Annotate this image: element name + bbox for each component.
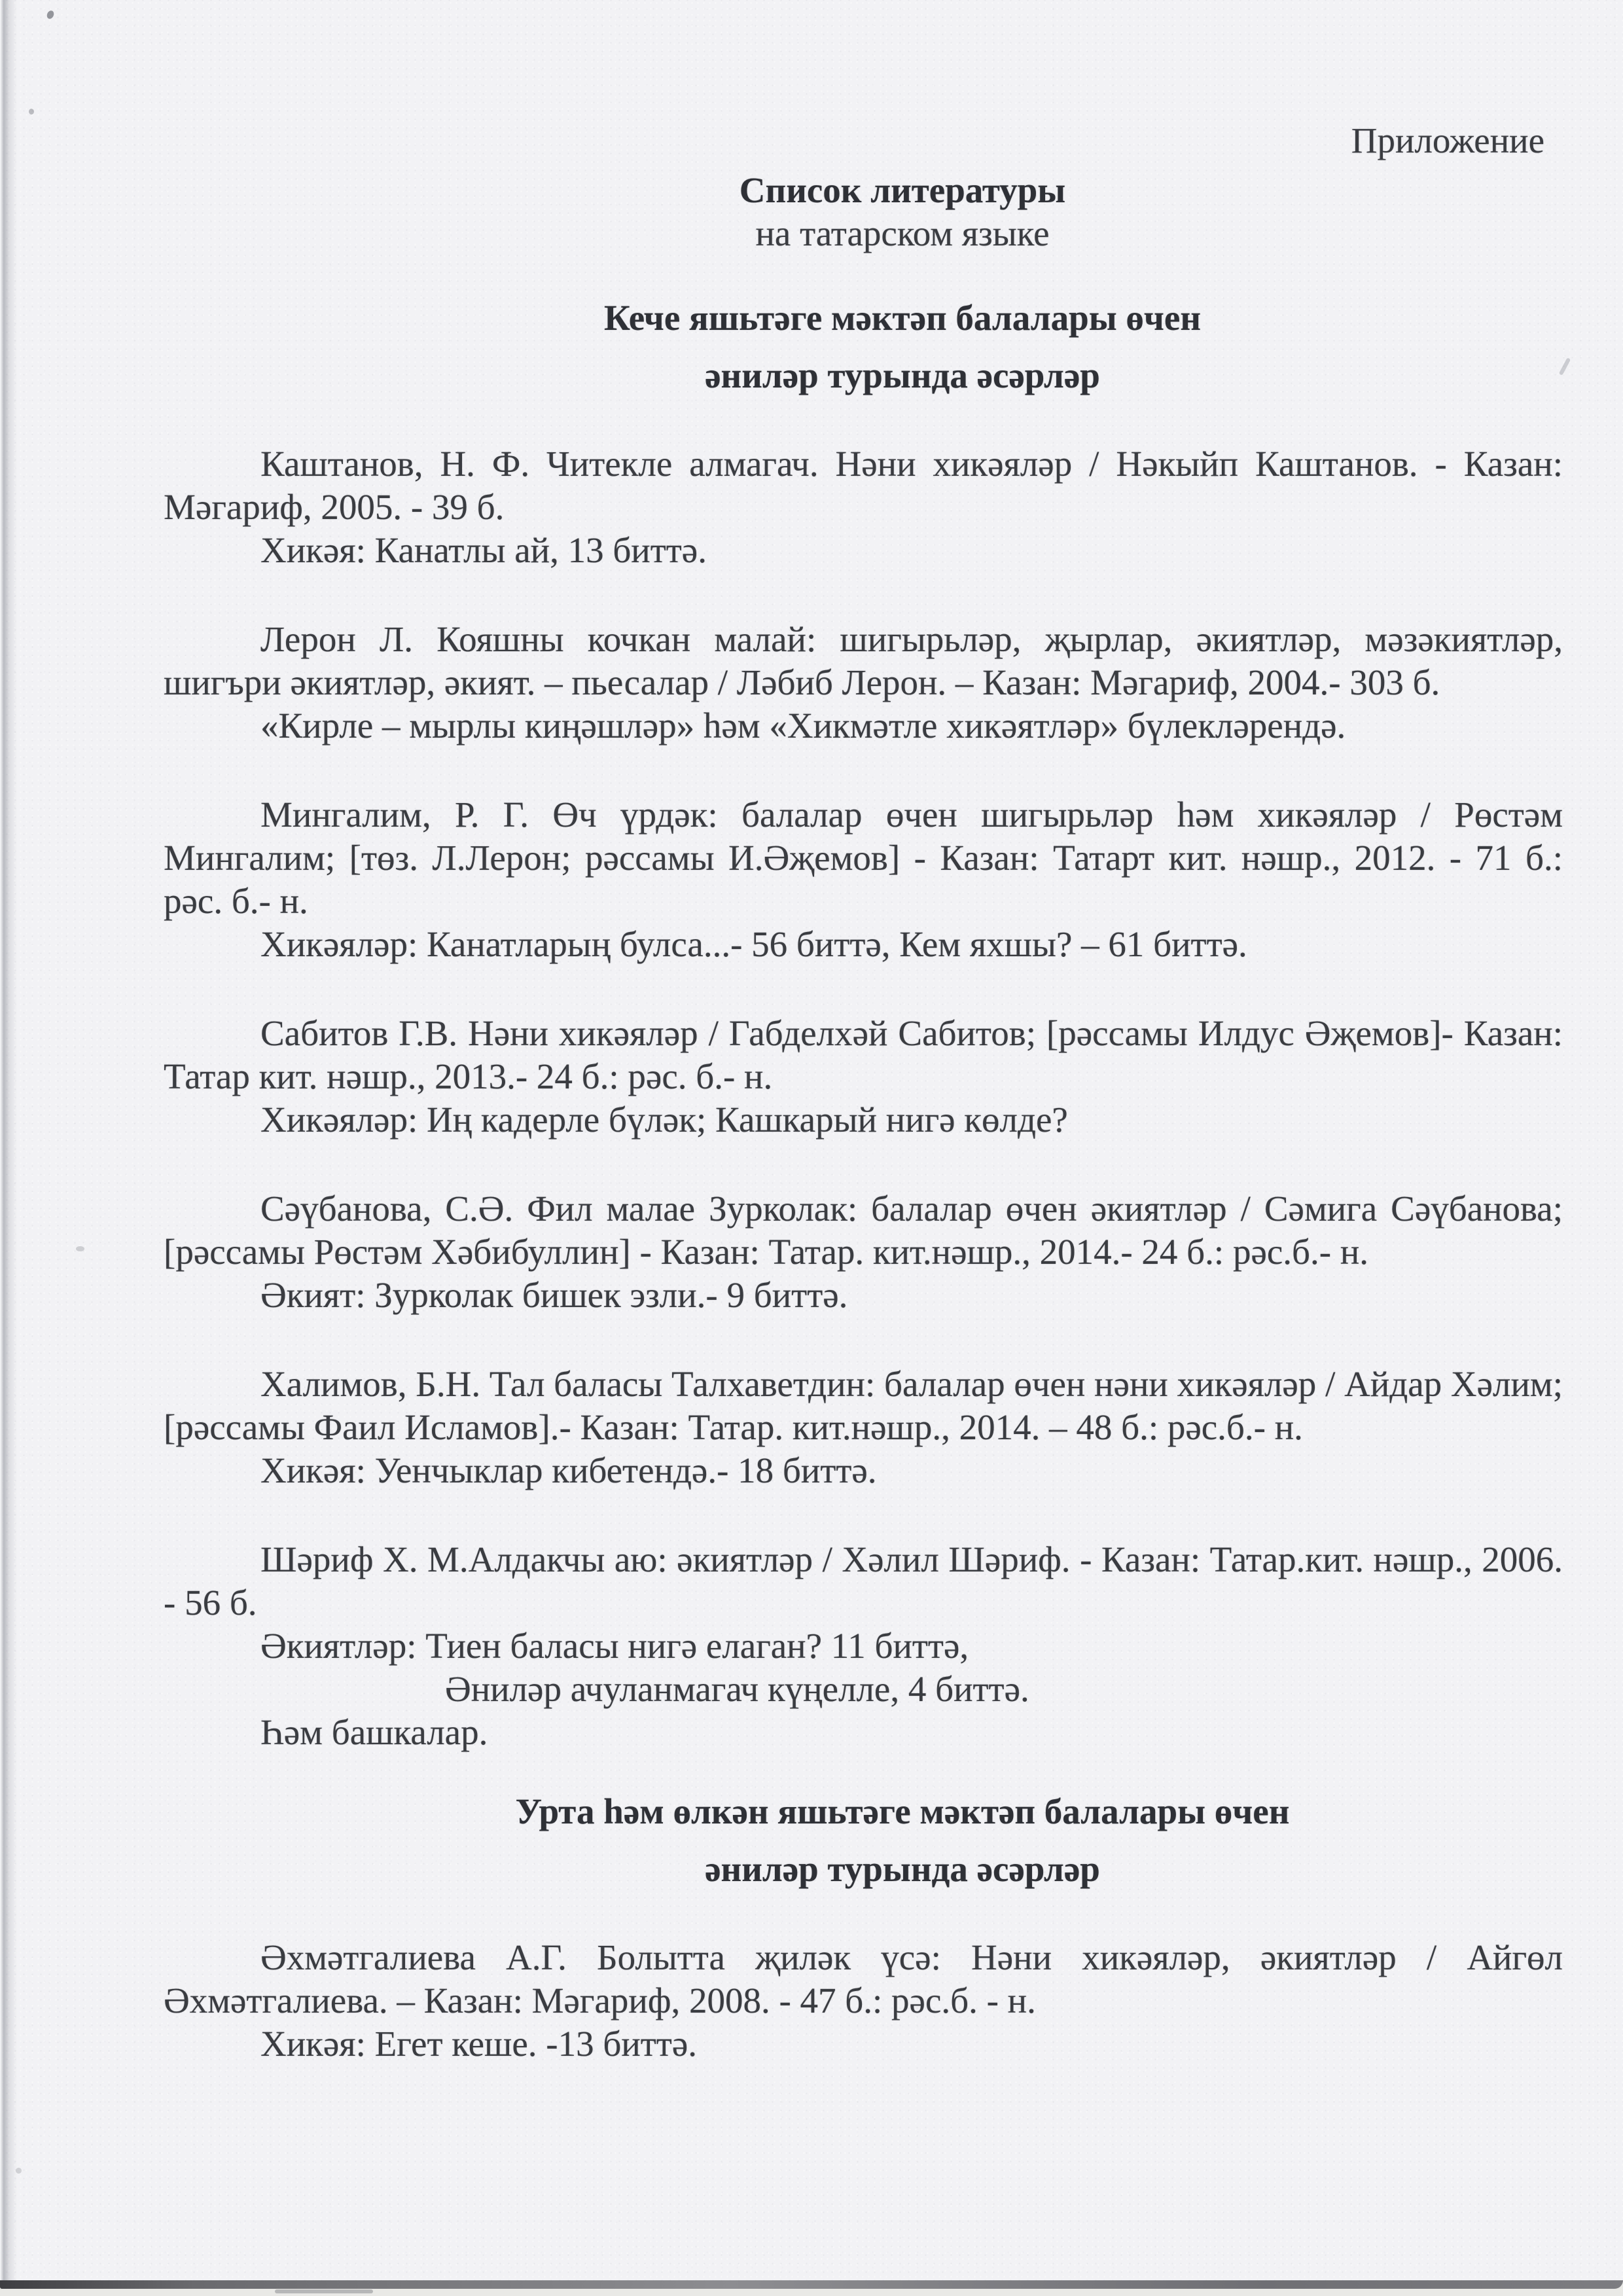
page-annotation: Приложение <box>1351 120 1544 160</box>
citation-paragraph: Шәриф Х. М.Алдакчы аю: әкиятләр / Хәлил Шәриф. - Казан: Татар.кит. нәшр., 2006. - 56 б. <box>164 1539 1563 1623</box>
citation-paragraph: Лерон Л. Кояшны кочкан малай: шигырьләр, җырлар, әкиятләр, мәзәкиятләр, шигъри әкиятләр, әкият. – пьесалар / Ләбиб Лерон. – Казан: Мәгариф, 2004.- 303 б. <box>164 619 1563 702</box>
document-subtitle: на татарском языке <box>755 213 1050 253</box>
entry-note: Хикәя: Канатлы ай, 13 биттә. <box>260 530 707 570</box>
citation-paragraph: Мингалим, Р. Г. Өч үрдәк: балалар өчен шигырьләр һәм хикәяләр / Рөстәм Мингалим; [төз. Л.Лерон; рәссамы И.Әҗемов] - Казан: Татарт кит. нәшр., 2012. - 71 б.: рәс. б.- н. <box>164 795 1563 921</box>
bib-entry <box>164 1012 1563 1141</box>
section-heading-line: әниләр турында әсәрләр <box>705 1849 1100 1889</box>
bib-entry <box>164 1936 1563 2066</box>
section-heading-line: әниләр турында әсәрләр <box>705 355 1100 395</box>
entry-note: Хикәя: Уенчыклар кибетендә.- 18 биттә. <box>260 1450 877 1490</box>
scan-speck <box>16 2168 22 2174</box>
bib-entry <box>164 1363 1563 1492</box>
bibliography-list <box>164 442 1563 1754</box>
entry-note: Хикәя: Егет кеше. -13 биттә. <box>260 2024 697 2064</box>
bib-entry <box>164 442 1563 572</box>
entry-note: «Кирле – мырлы киңәшләр» һәм «Хикмәтле хикәятләр» бүлекләрендә. <box>260 706 1346 745</box>
scan-speck <box>275 2289 373 2293</box>
entry-note: Хикәяләр: Иң кадерле бүләк; Кашкарый нигә көлде? <box>260 1100 1068 1139</box>
bib-entry <box>164 618 1563 747</box>
bib-entry <box>164 793 1563 966</box>
citation-paragraph: Каштанов, Н. Ф. Читекле алмагач. Нәни хикәяләр / Нәкыйп Каштанов. - Казан: Мәгариф, 2005. - 39 б. <box>164 444 1563 527</box>
bibliography-list <box>164 1936 1563 2066</box>
citation-paragraph: Сәүбанова, С.Ә. Фил малае Зурколак: балалар өчен әкиятләр / Сәмига Сәүбанова; [рәссамы Рөстәм Хәбибуллин] - Казан: Татар. кит.нәшр., 2014.- 24 б.: рәс.б.- н. <box>164 1189 1563 1272</box>
citation-paragraph: Халимов, Б.Н. Тал баласы Талхаветдин: балалар өчен нәни хикәяләр / Айдар Хәлим; [рәссамы Фаил Исламов].- Казан: Татар. кит.нәшр., 2014. – 48 б.: рәс.б.- н. <box>164 1364 1563 1447</box>
entry-note: Әниләр ачуланмагач күңелле, 4 биттә. <box>445 1669 1029 1709</box>
entry-note: Хикәяләр: Канатларың булса...- 56 биттә, Кем яхшы? – 61 биттә. <box>260 924 1247 964</box>
entry-note: Әкиятләр: Тиен баласы нигә елаган? 11 биттә, <box>260 1626 969 1666</box>
paper-bottom-edge-shadow <box>0 2280 1623 2289</box>
bib-entry <box>164 1187 1563 1317</box>
entry-note: Әкият: Зурколак бишек эзли.- 9 биттә. <box>260 1275 848 1315</box>
citation-paragraph: Сабитов Г.В. Нәни хикәяләр / Габделхәй Сабитов; [рәссамы Илдус Әҗемов]- Казан: Татар кит. нәшр., 2013.- 24 б.: рәс. б.- н. <box>164 1013 1563 1096</box>
citation-paragraph: Әхмәтгалиева А.Г. Болытта җиләк үсә: Нәни хикәяләр, әкиятләр / Айгөл Әхмәтгалиева. – Казан: Мәгариф, 2008. - 47 б.: рәс.б. - н. <box>164 1937 1563 2020</box>
document-title: Список литературы <box>739 170 1066 210</box>
section-heading <box>164 289 1563 404</box>
section-heading <box>164 1783 1563 1898</box>
section-heading-line: Кече яшьтәге мәктәп балалары өчен <box>603 298 1202 338</box>
entry-note: Һәм башкалар. <box>260 1712 488 1752</box>
bib-entry <box>164 1538 1563 1754</box>
scanner-background <box>0 2289 1623 2296</box>
section-heading-line: Урта һәм өлкән яшьтәге мәктәп балалары өчен <box>515 1791 1290 1831</box>
